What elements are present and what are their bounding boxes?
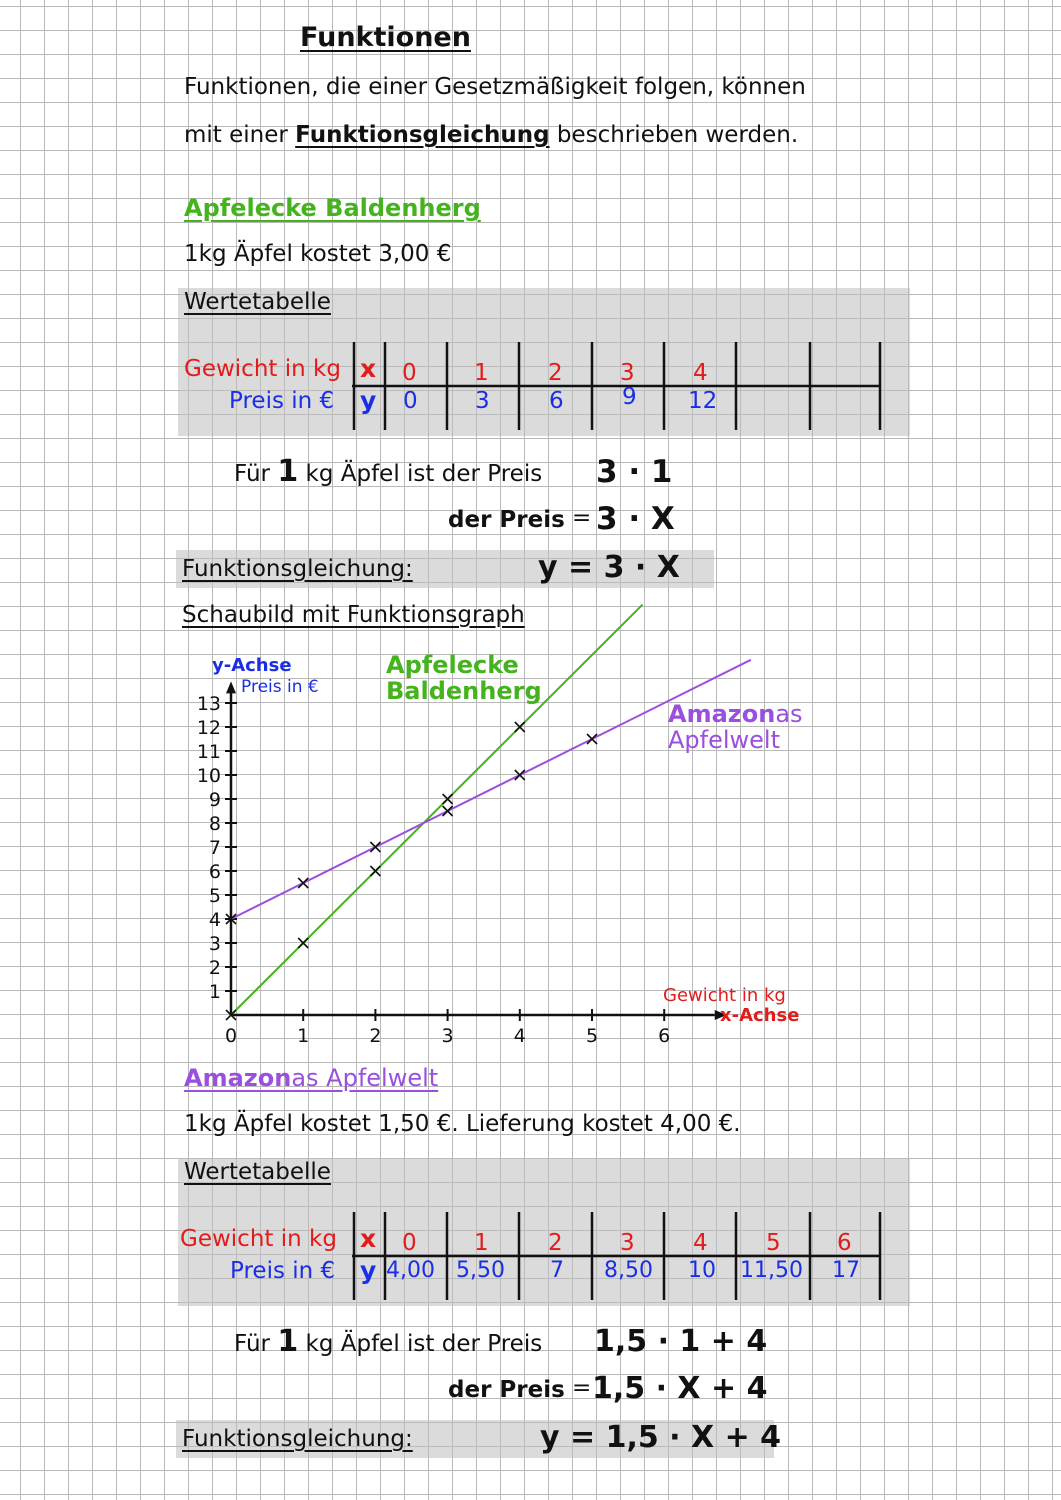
shop2-y-value: 10 — [688, 1258, 716, 1283]
y-tick-label: 7 — [208, 837, 221, 859]
intro-line-2-pre: mit einer — [184, 122, 296, 148]
shop2-x-value: 6 — [837, 1230, 852, 1256]
derive-pre: Für — [234, 461, 271, 487]
y-tick-label: 12 — [196, 717, 221, 739]
shop1-derive2-eq: = — [572, 505, 592, 531]
shop2-derive2-eq: = — [572, 1375, 592, 1401]
shop2-x-value: 4 — [693, 1230, 708, 1256]
shop1-derive2-label: der Preis — [448, 507, 565, 533]
x-tick-label: 1 — [297, 1025, 310, 1047]
shop1-equation: y = 3 · X — [538, 550, 680, 585]
shop1-equation-label: Funktionsgleichung: — [182, 556, 413, 582]
shop1-x-value: 2 — [548, 360, 563, 386]
y-tick-label: 5 — [208, 885, 221, 907]
y-tick-label: 4 — [208, 909, 221, 931]
x-tick-label: 5 — [585, 1025, 599, 1047]
shop1-derive1-expr: 3 · 1 — [596, 454, 673, 490]
graph-heading: Schaubild mit Funktionsgraph — [182, 602, 525, 628]
shop1-y-value: 0 — [403, 388, 418, 414]
y-axis-title: y-Achse — [212, 655, 292, 676]
shop1-y-value: 12 — [688, 388, 718, 414]
shop2-y-value: 11,50 — [740, 1258, 803, 1283]
shop2-x-symbol: x — [360, 1224, 377, 1253]
y-tick-label: 2 — [208, 957, 221, 979]
y-axis-unit: Preis in € — [241, 677, 319, 697]
series-label-line2: Apfelwelt — [668, 726, 781, 754]
shop1-x-label: Gewicht in kg — [184, 356, 341, 382]
x-tick-label: 6 — [658, 1025, 671, 1047]
derive-post: kg Äpfel ist der Preis — [305, 461, 543, 487]
y-tick-label: 3 — [208, 933, 221, 955]
shop2-y-value: 17 — [832, 1258, 860, 1283]
y-tick-label: 6 — [208, 861, 221, 883]
x-tick-label: 2 — [369, 1025, 382, 1047]
shop1-x-value: 4 — [693, 360, 708, 386]
shop1-y-symbol: y — [360, 386, 377, 415]
shop2-x-value: 2 — [548, 1230, 563, 1256]
shop1-y-label: Preis in € — [229, 388, 335, 414]
shop2-heading-rest: as Apfelwelt — [291, 1064, 439, 1092]
derive-number: 1 — [277, 454, 299, 489]
shop1-heading: Apfelecke Baldenherg — [184, 194, 481, 222]
shop2-x-value: 5 — [766, 1230, 781, 1256]
shop2-derive2-expr: 1,5 · X + 4 — [592, 1371, 768, 1406]
series-label-line1: Baldenherg — [386, 677, 542, 705]
shop2-y-symbol: y — [360, 1256, 377, 1285]
derive-number: 1 — [277, 1324, 299, 1359]
intro-line-2-post: beschrieben werden. — [549, 122, 799, 148]
shop2-heading-bold: Amazon — [184, 1064, 292, 1092]
shop2-x-value: 1 — [474, 1230, 489, 1256]
y-tick-label: 13 — [196, 693, 221, 715]
shop1-x-value: 0 — [402, 360, 417, 386]
shop2-equation: y = 1,5 · X + 4 — [540, 1420, 782, 1455]
y-tick-label: 10 — [196, 765, 221, 787]
y-tick-label: 9 — [208, 789, 221, 811]
shop2-x-value: 0 — [402, 1230, 417, 1256]
shop1-price-text: 1kg Äpfel kostet 3,00 € — [184, 241, 452, 267]
shop2-y-value: 5,50 — [456, 1258, 505, 1283]
shop1-x-symbol: x — [360, 354, 377, 383]
intro-line-1: Funktionen, die einer Gesetzmäßigkeit folgen, können — [184, 74, 806, 100]
shop2-table-title: Wertetabelle — [184, 1159, 331, 1185]
shop1-y-value: 6 — [549, 388, 564, 414]
shop2-x-label: Gewicht in kg — [180, 1226, 337, 1252]
shop2-derive1-expr: 1,5 · 1 + 4 — [594, 1324, 768, 1359]
derive-post: kg Äpfel ist der Preis — [305, 1331, 543, 1357]
x-axis-unit: Gewicht in kg — [663, 985, 786, 1006]
x-tick-label: 4 — [513, 1025, 526, 1047]
series-label-line1: Apfelecke — [386, 651, 519, 679]
shop2-y-label: Preis in € — [230, 1258, 336, 1284]
derive-pre: Für — [234, 1331, 271, 1357]
shop1-y-value: 3 — [475, 388, 490, 414]
shop2-equation-label: Funktionsgleichung: — [182, 1426, 413, 1452]
y-tick-label: 11 — [196, 741, 221, 763]
shop1-x-value: 3 — [620, 360, 635, 386]
x-tick-label: 3 — [441, 1025, 454, 1047]
y-tick-label: 1 — [208, 981, 221, 1003]
shop2-y-value: 7 — [550, 1258, 564, 1283]
x-axis-title: x-Achse — [720, 1005, 800, 1026]
shop1-x-value: 1 — [474, 360, 489, 386]
shop2-derivation-line-1 — [234, 1324, 542, 1359]
shop2-y-value: 8,50 — [604, 1258, 653, 1283]
shop1-y-value: 9 — [622, 384, 637, 410]
shop1-derive2-expr: 3 · X — [596, 501, 675, 537]
shop2-x-value: 3 — [620, 1230, 635, 1256]
shop2-price-text: 1kg Äpfel kostet 1,50 €. Lieferung kostet 4,00 €. — [184, 1111, 741, 1137]
series-label-line2: Amazonas — [668, 700, 803, 728]
shop1-table-title: Wertetabelle — [184, 289, 331, 315]
intro-term: Funktionsgleichung — [295, 122, 550, 148]
y-tick-label: 8 — [208, 813, 221, 835]
page-title: Funktionen — [300, 22, 471, 53]
shop2-derive2-label: der Preis — [448, 1377, 565, 1403]
shop2-y-value: 4,00 — [386, 1258, 435, 1283]
x-tick-label: 0 — [224, 1025, 238, 1047]
